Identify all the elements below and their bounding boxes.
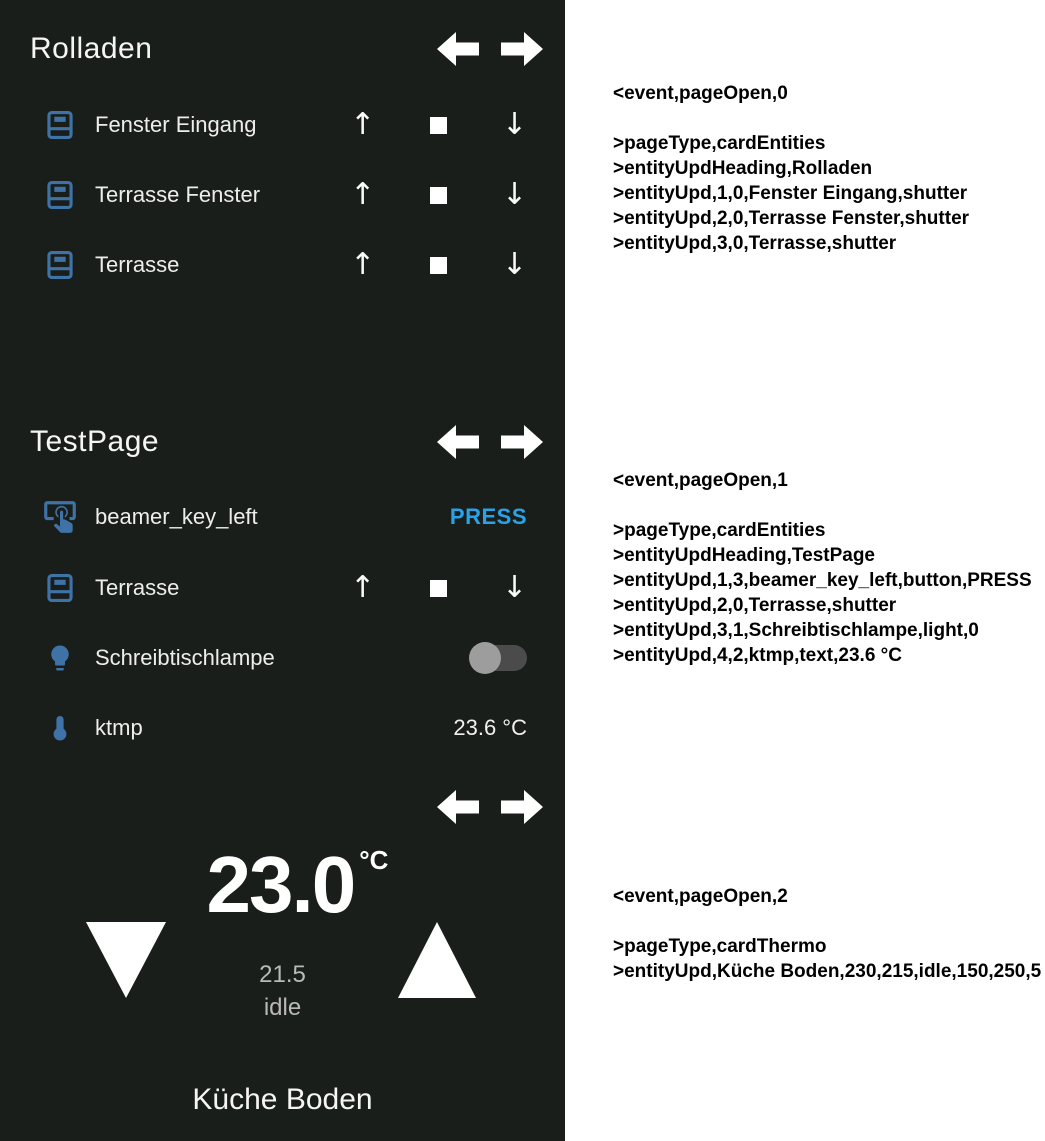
- entity-row-schreibtischlampe: [40, 638, 530, 678]
- arrow-right-icon[interactable]: [501, 32, 543, 66]
- entity-name: Fenster Eingang: [95, 112, 257, 137]
- window-shutter-icon: [40, 571, 80, 605]
- shutter-up-button[interactable]: ↑: [350, 247, 376, 282]
- target-temperature: 21.5: [259, 961, 306, 988]
- protocol-line: <event,pageOpen,2: [613, 886, 788, 907]
- arrow-left-icon[interactable]: [437, 425, 479, 459]
- protocol-line: >entityUpd,1,3,beamer_key_left,button,PRESS: [613, 570, 1032, 591]
- shutter-down-button[interactable]: ↓: [501, 570, 527, 605]
- entity-name: Terrasse: [95, 575, 180, 600]
- arrow-left-icon[interactable]: [437, 32, 479, 66]
- window-shutter-icon: [40, 108, 80, 142]
- entity-row-terrasse-fenster: [40, 175, 530, 215]
- arrow-right-icon[interactable]: [501, 790, 543, 824]
- protocol-line: >entityUpd,Küche Boden,230,215,idle,150,250,5: [613, 961, 1042, 982]
- lightbulb-icon: [40, 643, 80, 673]
- page-title-testpage: TestPage: [30, 425, 160, 458]
- protocol-line: >entityUpdHeading,TestPage: [613, 545, 876, 566]
- protocol-line: >entityUpd,4,2,ktmp,text,23.6 °C: [613, 645, 902, 666]
- gesture-tap-button-icon: [40, 498, 80, 536]
- thermostat-title: Küche Boden: [192, 1083, 373, 1116]
- entity-name: beamer_key_left: [95, 504, 258, 529]
- protocol-line: >entityUpd,2,0,Terrasse Fenster,shutter: [613, 208, 970, 229]
- protocol-line: >entityUpd,1,0,Fenster Eingang,shutter: [613, 183, 968, 204]
- sensor-value: 23.6 °C: [453, 715, 527, 740]
- protocol-line: >entityUpdHeading,Rolladen: [613, 158, 873, 179]
- protocol-block-page2: [613, 884, 1041, 984]
- shutter-stop-button[interactable]: [430, 580, 447, 597]
- shutter-up-button[interactable]: ↑: [350, 107, 376, 142]
- shutter-down-button[interactable]: ↓: [501, 247, 527, 282]
- shutter-controls: [350, 105, 527, 145]
- entity-row-terrasse-2: [40, 568, 530, 608]
- window-shutter-icon: [40, 248, 80, 282]
- protocol-line: [613, 493, 1032, 518]
- entity-name: ktmp: [95, 715, 143, 740]
- shutter-stop-button[interactable]: [430, 187, 447, 204]
- light-toggle-switch[interactable]: [471, 645, 527, 671]
- window-shutter-icon: [40, 178, 80, 212]
- shutter-controls: [350, 245, 527, 285]
- entity-name: Terrasse: [95, 252, 180, 277]
- toggle-knob: [469, 642, 501, 674]
- press-button[interactable]: PRESS: [449, 504, 527, 529]
- thermostat-state: idle: [263, 994, 302, 1021]
- shutter-stop-button[interactable]: [430, 257, 447, 274]
- entity-row-beamer-key-left: [40, 497, 530, 537]
- entity-name: Schreibtischlampe: [95, 645, 275, 670]
- protocol-line: >pageType,cardThermo: [613, 936, 827, 957]
- protocol-line: >pageType,cardEntities: [613, 520, 826, 541]
- protocol-line: <event,pageOpen,1: [613, 470, 788, 491]
- temperature-unit: °C: [359, 845, 389, 875]
- page-nav: [437, 425, 543, 459]
- protocol-line: [613, 106, 969, 131]
- protocol-line: >entityUpd,3,1,Schreibtischlampe,light,0: [613, 620, 979, 641]
- card-rolladen-header: [30, 28, 543, 70]
- current-temperature: [0, 840, 565, 929]
- protocol-line: [613, 909, 1041, 934]
- protocol-line: <event,pageOpen,0: [613, 83, 788, 104]
- protocol-block-page1: [613, 468, 1032, 668]
- protocol-line: >entityUpd,2,0,Terrasse,shutter: [613, 595, 897, 616]
- entity-row-fenster-eingang: [40, 105, 530, 145]
- protocol-block-page0: [613, 81, 969, 256]
- entity-name: Terrasse Fenster: [95, 182, 261, 207]
- shutter-down-button[interactable]: ↓: [501, 177, 527, 212]
- protocol-line: >entityUpd,3,0,Terrasse,shutter: [613, 233, 897, 254]
- shutter-controls: [350, 175, 527, 215]
- page-nav: [437, 32, 543, 66]
- current-temperature-value: 23.0: [206, 840, 355, 929]
- arrow-right-icon[interactable]: [501, 425, 543, 459]
- entity-row-ktmp: [40, 708, 530, 748]
- entity-row-terrasse: [40, 245, 530, 285]
- page-title-rolladen: Rolladen: [30, 32, 153, 65]
- page-nav: [437, 790, 543, 824]
- shutter-up-button[interactable]: ↑: [350, 570, 376, 605]
- card-testpage-header: [30, 421, 543, 463]
- shutter-down-button[interactable]: ↓: [501, 107, 527, 142]
- arrow-left-icon[interactable]: [437, 790, 479, 824]
- shutter-up-button[interactable]: ↑: [350, 177, 376, 212]
- shutter-stop-button[interactable]: [430, 117, 447, 134]
- thermometer-icon: [40, 712, 80, 744]
- shutter-controls: [350, 568, 527, 608]
- protocol-line: >pageType,cardEntities: [613, 133, 826, 154]
